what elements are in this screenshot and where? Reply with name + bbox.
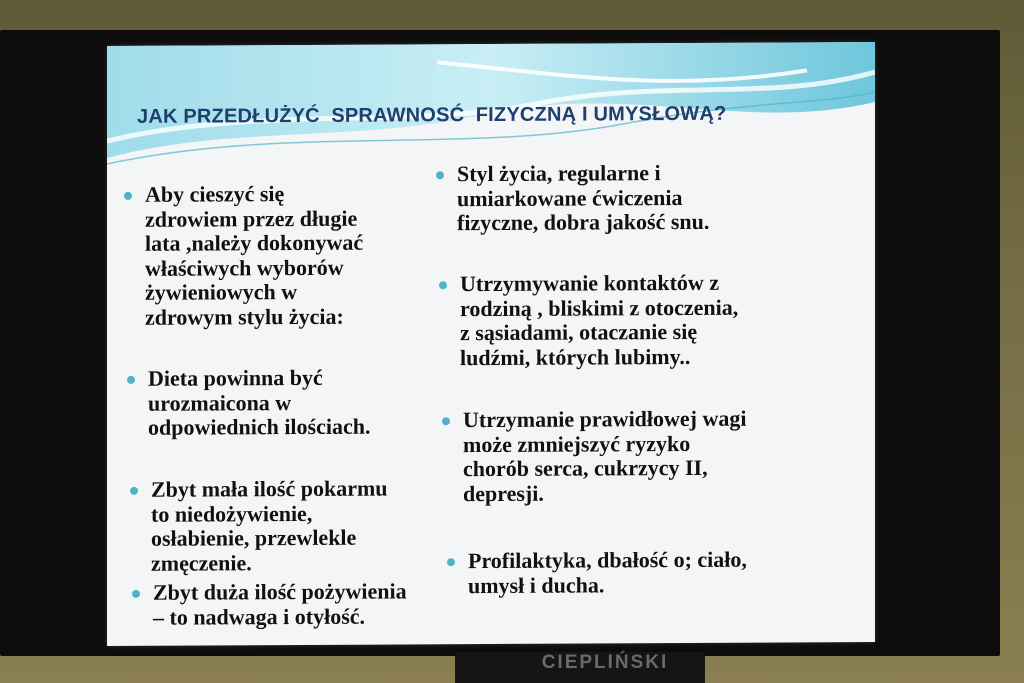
left-bullet-1	[145, 182, 363, 330]
right-bullet-3	[463, 407, 747, 506]
bullet-icon	[130, 487, 138, 495]
bullet-text: Zbyt duża ilość pożywienia – to nadwaga i otyłość.	[153, 578, 407, 630]
bullet-icon	[442, 417, 450, 425]
bullet-icon	[436, 171, 444, 179]
bullet-icon	[132, 590, 140, 598]
bullet-text: Styl życia, regularne i umiarkowane ćwiczenia fizyczne, dobra jakość snu.	[457, 160, 710, 236]
bullet-text: Utrzymywanie kontaktów z rodziną , bliskimi z otoczenia, z sąsiadami, otaczanie się ludźmi, których lubimy..	[460, 269, 739, 370]
left-bullet-3	[151, 477, 388, 576]
right-bullet-1	[457, 161, 709, 236]
bullet-text: Aby cieszyć się zdrowiem przez długie lata ,należy dokonywać właściwych wyborów żywieniowych w zdrowym stylu życia:	[145, 181, 364, 330]
left-bullet-2	[148, 366, 370, 441]
bullet-text: Utrzymanie prawidłowej wagi może zmniejszyć ryzyko chorób serca, cukrzycy II, depresji.	[463, 405, 747, 506]
slide-title: JAK PRZEDŁUŻYĆ SPRAWNOSĆ FIZYCZNĄ I UMYSŁOWĄ?	[137, 102, 727, 128]
bullet-icon	[439, 281, 447, 289]
photographer-watermark: CIEPLIŃSKI	[541, 652, 669, 673]
bullet-text: Dieta powinna być urozmaicona w odpowiednich ilościach.	[148, 364, 371, 440]
bullet-icon	[447, 558, 455, 566]
bullet-text: Profilaktyka, dbałość o; ciało, umysł i ducha.	[468, 546, 747, 598]
bullet-icon	[124, 192, 132, 200]
left-bullet-4	[153, 579, 407, 629]
presentation-slide	[107, 42, 875, 646]
right-bullet-2	[460, 271, 738, 370]
bullet-icon	[127, 376, 135, 384]
right-bullet-4	[468, 548, 747, 598]
bullet-text: Zbyt mała ilość pokarmu to niedożywienie, osłabienie, przewlekle zmęczenie.	[151, 475, 388, 576]
